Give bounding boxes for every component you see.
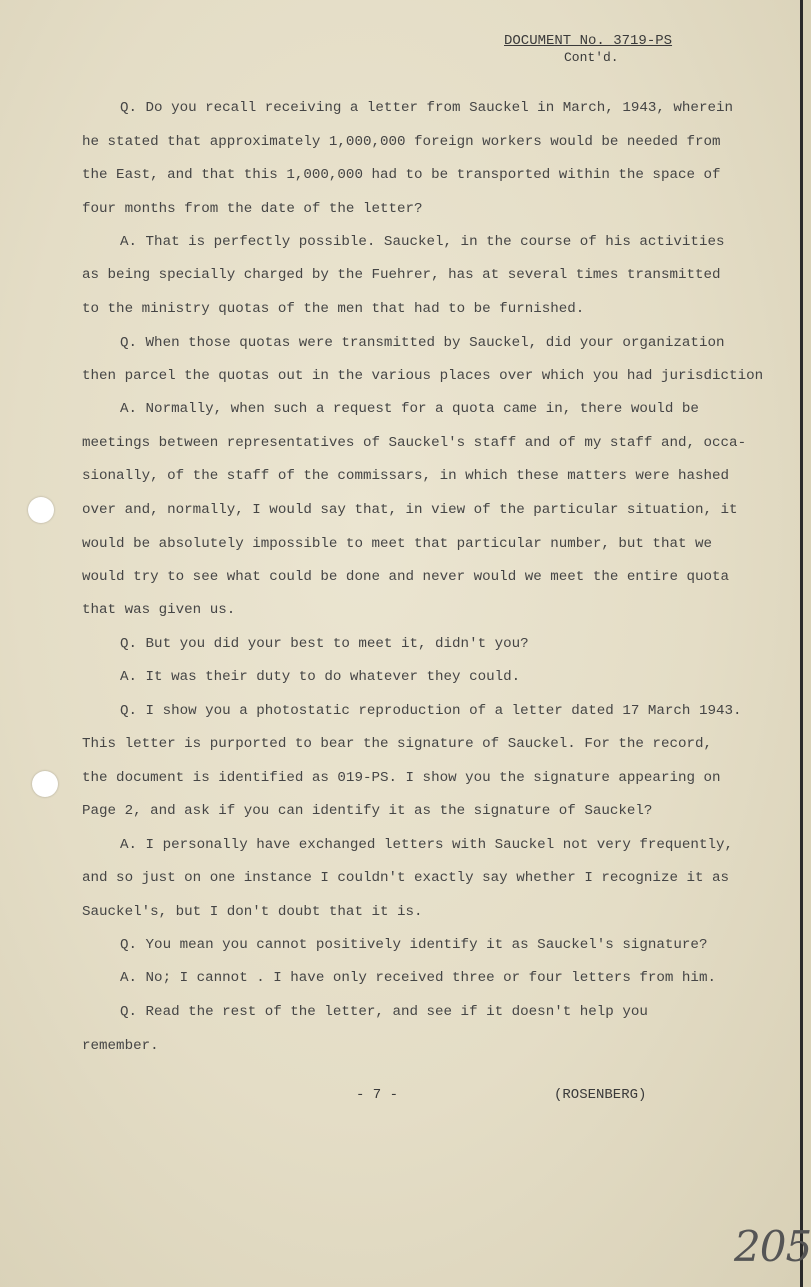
text-line: to the ministry quotas of the men that had to be furnished.	[82, 301, 585, 317]
document-number: DOCUMENT No. 3719-PS	[504, 33, 673, 49]
page-number: - 7 -	[356, 1087, 399, 1103]
text-line: the document is identified as 019-PS. I show you the signature appearing on	[82, 770, 721, 786]
text-line: sionally, of the staff of the commissars, in which these matters were hashed	[82, 468, 730, 484]
text-line: Page 2, and ask if you can identify it as the signature of Sauckel?	[82, 803, 653, 819]
text-line: Q. Do you recall receiving a letter from Sauckel in March, 1943, wherein	[120, 100, 733, 116]
handwritten-folio-number: 205	[734, 1222, 811, 1271]
text-line: Sauckel's, but I don't doubt that it is.	[82, 904, 423, 920]
text-line: Q. I show you a photostatic reproduction of a letter dated 17 March 1943.	[120, 703, 742, 719]
text-line: A. It was their duty to do whatever they could.	[120, 669, 521, 685]
text-line: Q. Read the rest of the letter, and see if it doesn't help you	[120, 1004, 648, 1020]
text-line: Q. When those quotas were transmitted by Sauckel, did your organization	[120, 335, 725, 351]
text-line: This letter is purported to bear the signature of Sauckel. For the record,	[82, 736, 713, 752]
text-line: as being specially charged by the Fuehrer, has at several times transmitted	[82, 267, 721, 283]
text-line: A. That is perfectly possible. Sauckel, in the course of his activities	[120, 234, 725, 250]
text-line: four months from the date of the letter?	[82, 201, 423, 217]
text-line: over and, normally, I would say that, in view of the particular situation, it	[82, 502, 738, 518]
text-line: Q. You mean you cannot positively identify it as Sauckel's signature?	[120, 937, 708, 953]
text-line: would be absolutely impossible to meet that particular number, but that we	[82, 536, 713, 552]
continued-label: Cont'd.	[564, 50, 619, 65]
text-line: the East, and that this 1,000,000 had to be transported within the space of	[82, 167, 721, 183]
text-line: meetings between representatives of Sauckel's staff and of my staff and, occa-	[82, 435, 747, 451]
text-line: and so just on one instance I couldn't exactly say whether I recognize it as	[82, 870, 730, 886]
text-line: A. No; I cannot . I have only received three or four letters from him.	[120, 970, 716, 986]
witness-name: (ROSENBERG)	[554, 1087, 647, 1103]
text-line: Q. But you did your best to meet it, didn't you?	[120, 636, 529, 652]
text-line: A. I personally have exchanged letters with Sauckel not very frequently,	[120, 837, 733, 853]
text-line: that was given us.	[82, 602, 236, 618]
text-line: he stated that approximately 1,000,000 foreign workers would be needed from	[82, 134, 721, 150]
text-line: then parcel the quotas out in the various places over which you had jurisdiction	[82, 368, 764, 384]
text-line: would try to see what could be done and never would we meet the entire quota	[82, 569, 730, 585]
text-line: remember.	[82, 1038, 159, 1054]
punch-hole-bottom	[32, 771, 58, 797]
text-line: A. Normally, when such a request for a quota came in, there would be	[120, 401, 699, 417]
punch-hole-top	[28, 497, 54, 523]
